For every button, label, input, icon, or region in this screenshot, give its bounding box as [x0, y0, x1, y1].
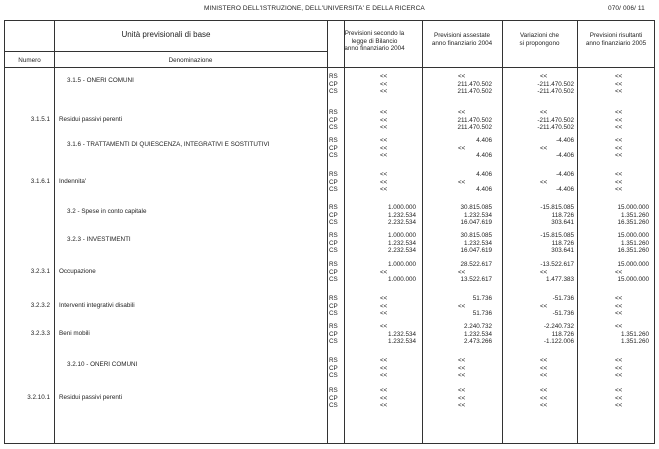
row-numero: 3.1.6.1 — [30, 178, 50, 185]
row-label-cp: CP — [329, 239, 338, 247]
row-value-c2: 4.406 — [476, 171, 492, 178]
row-label-cs: CS — [329, 402, 338, 410]
row-value-c2: << — [458, 268, 466, 276]
row-value-c2: << — [458, 302, 466, 310]
row-value-c1: 1.000.000 — [387, 276, 416, 284]
row-value-c4: << — [615, 357, 623, 364]
row-value-c2: << — [458, 394, 466, 402]
row-value-c3: -4.406 — [556, 137, 574, 144]
row-value-c4: 15.000.000 — [617, 261, 649, 268]
row-value-c3: << — [540, 372, 548, 380]
header-separator-left — [5, 51, 327, 52]
row-label-rs: RS — [329, 387, 338, 394]
row-value-c4: << — [615, 152, 623, 160]
row-value-c1: << — [380, 109, 388, 116]
row-value-c3: 118.726 — [551, 239, 574, 247]
row-value-c2: << — [458, 109, 466, 116]
ministry-title: MINISTERO DELL'ISTRUZIONE, DELL'UNIVERSITA' E DELLA RICERCA — [204, 5, 425, 12]
row-value-c2: 1.232.534 — [463, 330, 492, 338]
row-value-c4: << — [615, 73, 623, 80]
row-label-rs: RS — [329, 137, 338, 144]
row-value-c3: -4.406 — [556, 186, 574, 194]
row-value-c1: 1.000.000 — [387, 204, 416, 211]
row-value-c2: 211.470.502 — [457, 116, 492, 124]
row-numero: 3.1.5.1 — [30, 116, 50, 123]
row-value-c2: 211.470.502 — [457, 124, 492, 132]
row-value-c1: << — [380, 357, 388, 364]
row-value-c2: 13.522.617 — [460, 276, 492, 284]
row-label-cp: CP — [329, 302, 338, 310]
row-value-c2: 51.736 — [472, 310, 492, 318]
row-denominazione: 3.2.3 - INVESTIMENTI — [67, 236, 131, 243]
row-label-cs: CS — [329, 372, 338, 380]
row-value-c3: -51.736 — [552, 295, 574, 302]
row-value-c2: << — [458, 178, 466, 186]
row-numero: 3.2.3.2 — [30, 302, 50, 309]
row-label-cs: CS — [329, 310, 338, 318]
row-value-c3: -4.406 — [556, 152, 574, 160]
row-value-c1: 1.232.534 — [387, 338, 416, 346]
row-value-c4: 1.351.260 — [620, 211, 649, 219]
row-value-c3: -1.122.006 — [543, 338, 574, 346]
row-value-c1: << — [380, 372, 388, 380]
row-value-c3: 118.726 — [551, 330, 574, 338]
row-value-c1: << — [380, 302, 388, 310]
row-value-c3: << — [540, 364, 548, 372]
row-value-c1: << — [380, 394, 388, 402]
row-value-c1: << — [380, 186, 388, 194]
row-value-c2: 1.232.534 — [463, 211, 492, 219]
col-header-assestate: Previsioni assestate anno finanziario 2004 — [431, 32, 493, 47]
row-value-c1: << — [380, 80, 388, 88]
row-label-rs: RS — [329, 261, 338, 268]
row-value-c1: << — [380, 124, 388, 132]
row-value-c3: -211.470.502 — [537, 116, 574, 124]
row-value-c4: 1.351.260 — [620, 239, 649, 247]
row-value-c4: << — [615, 171, 623, 178]
row-label-rs: RS — [329, 109, 338, 116]
document-code: 070/ 006/ 11 — [608, 5, 645, 12]
row-label-cs: CS — [329, 247, 338, 255]
row-label-rs: RS — [329, 73, 338, 80]
row-value-c3: -4.406 — [556, 171, 574, 178]
row-value-c3: << — [540, 144, 548, 152]
row-value-c3: -15.815.085 — [540, 204, 574, 211]
row-value-c4: << — [615, 137, 623, 144]
row-value-c1: << — [380, 88, 388, 96]
row-value-c2: 30.815.085 — [460, 204, 492, 211]
row-value-c2: << — [458, 387, 466, 394]
row-value-c1: << — [380, 310, 388, 318]
row-numero: 3.2.3.3 — [30, 330, 50, 337]
row-value-c3: 303.641 — [551, 247, 574, 255]
row-value-c4: << — [615, 323, 623, 330]
row-value-c1: << — [380, 323, 388, 330]
row-value-c4: 1.351.260 — [620, 330, 649, 338]
row-value-c2: 211.470.502 — [457, 80, 492, 88]
row-value-c4: 15.000.000 — [617, 276, 649, 284]
row-value-c3: << — [540, 394, 548, 402]
row-value-c3: -211.470.502 — [537, 124, 574, 132]
row-value-c3: -2.240.732 — [543, 323, 574, 330]
row-denominazione: Residui passivi perenti — [59, 394, 122, 401]
row-value-c2: << — [458, 144, 466, 152]
row-value-c3: << — [540, 357, 548, 364]
row-value-c3: << — [540, 73, 548, 80]
row-label-rs: RS — [329, 357, 338, 364]
row-value-c4: << — [615, 88, 623, 96]
row-value-c1: 1.232.534 — [387, 211, 416, 219]
row-denominazione: 3.1.6 - TRATTAMENTI DI QUIESCENZA, INTEGRATIVI E SOSTITUTIVI — [67, 141, 270, 148]
row-numero: 3.2.10.1 — [27, 394, 50, 401]
row-value-c2: 51.736 — [472, 295, 492, 302]
row-value-c4: << — [615, 394, 623, 402]
row-label-cp: CP — [329, 330, 338, 338]
row-value-c3: -13.522.617 — [540, 261, 574, 268]
row-value-c4: 15.000.000 — [617, 204, 649, 211]
col-header-variazioni: Variazioni che si propongono — [519, 32, 560, 47]
row-value-c1: 2.232.534 — [387, 219, 416, 227]
row-denominazione: Indennita' — [59, 178, 87, 185]
row-numero: 3.2.3.1 — [30, 268, 50, 275]
row-value-c3: << — [540, 178, 548, 186]
row-label-rs: RS — [329, 171, 338, 178]
row-label-cp: CP — [329, 80, 338, 88]
row-value-c4: << — [615, 372, 623, 380]
row-value-c4: << — [615, 310, 623, 318]
row-value-c1: 1.000.000 — [387, 261, 416, 268]
row-label-cp: CP — [329, 268, 338, 276]
row-value-c4: << — [615, 124, 623, 132]
row-value-c4: << — [615, 186, 623, 194]
col-header-legge-bilancio: Previsioni secondo la legge di Bilancio anno finanziario 2004 — [344, 30, 405, 53]
row-value-c1: << — [380, 178, 388, 186]
row-value-c3: 1.477.383 — [545, 276, 574, 284]
row-value-c4: 1.351.260 — [620, 338, 649, 346]
row-value-c3: -211.470.502 — [537, 88, 574, 96]
row-value-c1: << — [380, 364, 388, 372]
row-value-c2: << — [458, 402, 466, 410]
row-value-c3: << — [540, 402, 548, 410]
row-value-c4: 15.000.000 — [617, 232, 649, 239]
row-value-c4: << — [615, 302, 623, 310]
row-denominazione: Interventi integrativi disabili — [59, 302, 135, 309]
row-value-c3: << — [540, 387, 548, 394]
col-header-denominazione: Denominazione — [168, 57, 213, 64]
row-value-c4: << — [615, 144, 623, 152]
col-divider-numero — [54, 21, 55, 443]
row-value-c1: << — [380, 268, 388, 276]
row-label-cp: CP — [329, 178, 338, 186]
row-value-c1: << — [380, 152, 388, 160]
row-value-c4: << — [615, 178, 623, 186]
row-value-c1: << — [380, 402, 388, 410]
row-value-c4: 16.351.260 — [617, 247, 649, 255]
row-value-c4: 16.351.260 — [617, 219, 649, 227]
row-value-c1: 1.232.534 — [387, 239, 416, 247]
budget-table — [4, 20, 655, 444]
row-label-cp: CP — [329, 211, 338, 219]
row-value-c4: << — [615, 402, 623, 410]
row-value-c4: << — [615, 268, 623, 276]
row-value-c3: -15.815.085 — [540, 232, 574, 239]
row-denominazione: 3.2.10 - ONERI COMUNI — [67, 361, 138, 368]
row-value-c3: << — [540, 268, 548, 276]
row-value-c2: 4.406 — [476, 186, 492, 194]
row-value-c1: << — [380, 295, 388, 302]
row-value-c4: << — [615, 295, 623, 302]
col-header-numero: Numero — [18, 57, 41, 64]
row-value-c1: 1.000.000 — [387, 232, 416, 239]
row-value-c1: 1.232.534 — [387, 330, 416, 338]
row-value-c3: -51.736 — [552, 310, 574, 318]
row-value-c1: << — [380, 137, 388, 144]
row-value-c1: << — [380, 116, 388, 124]
row-value-c3: -211.470.502 — [537, 80, 574, 88]
header-separator — [5, 67, 655, 68]
row-denominazione: Occupazione — [59, 268, 96, 275]
row-value-c3: 303.641 — [551, 219, 574, 227]
row-label-cs: CS — [329, 88, 338, 96]
row-value-c2: << — [458, 357, 466, 364]
row-value-c2: 4.406 — [476, 137, 492, 144]
row-label-cs: CS — [329, 276, 338, 284]
row-label-cp: CP — [329, 144, 338, 152]
row-label-cp: CP — [329, 116, 338, 124]
row-value-c2: 30.815.085 — [460, 232, 492, 239]
row-label-rs: RS — [329, 204, 338, 211]
row-value-c1: 2.232.534 — [387, 247, 416, 255]
row-value-c1: << — [380, 73, 388, 80]
row-value-c4: << — [615, 80, 623, 88]
row-denominazione: 3.2 - Spese in conto capitale — [67, 208, 147, 215]
row-label-cs: CS — [329, 338, 338, 346]
col-header-risultanti: Previsioni risultanti anno finanziario 2005 — [585, 32, 647, 47]
row-value-c4: << — [615, 364, 623, 372]
row-value-c1: << — [380, 144, 388, 152]
row-label-cs: CS — [329, 219, 338, 227]
row-label-cs: CS — [329, 152, 338, 160]
row-value-c2: 1.232.534 — [463, 239, 492, 247]
row-label-cs: CS — [329, 124, 338, 132]
row-label-rs: RS — [329, 323, 338, 330]
row-value-c2: 28.522.617 — [460, 261, 492, 268]
row-value-c2: << — [458, 364, 466, 372]
row-value-c4: << — [615, 109, 623, 116]
row-value-c3: << — [540, 109, 548, 116]
row-denominazione: 3.1.5 - ONERI COMUNI — [67, 77, 134, 84]
col-divider-denominazione — [327, 21, 328, 443]
row-value-c4: << — [615, 387, 623, 394]
row-value-c4: << — [615, 116, 623, 124]
row-value-c1: << — [380, 171, 388, 178]
row-label-rs: RS — [329, 295, 338, 302]
row-value-c3: << — [540, 302, 548, 310]
row-label-rs: RS — [329, 232, 338, 239]
row-denominazione: Beni mobili — [59, 330, 90, 337]
row-value-c3: 118.726 — [551, 211, 574, 219]
row-value-c2: << — [458, 372, 466, 380]
row-value-c2: 211.470.502 — [457, 88, 492, 96]
row-value-c2: 4.406 — [476, 152, 492, 160]
row-value-c2: 2.240.732 — [463, 323, 492, 330]
row-value-c2: 16.047.619 — [460, 247, 492, 255]
row-denominazione: Residui passivi perenti — [59, 116, 122, 123]
row-label-cp: CP — [329, 364, 338, 372]
row-value-c2: 2.473.266 — [463, 338, 492, 346]
row-label-cp: CP — [329, 394, 338, 402]
row-value-c2: << — [458, 73, 466, 80]
row-value-c2: 16.047.619 — [460, 219, 492, 227]
row-value-c1: << — [380, 387, 388, 394]
row-label-cs: CS — [329, 186, 338, 194]
unit-header: Unità previsionali di base — [121, 30, 211, 39]
